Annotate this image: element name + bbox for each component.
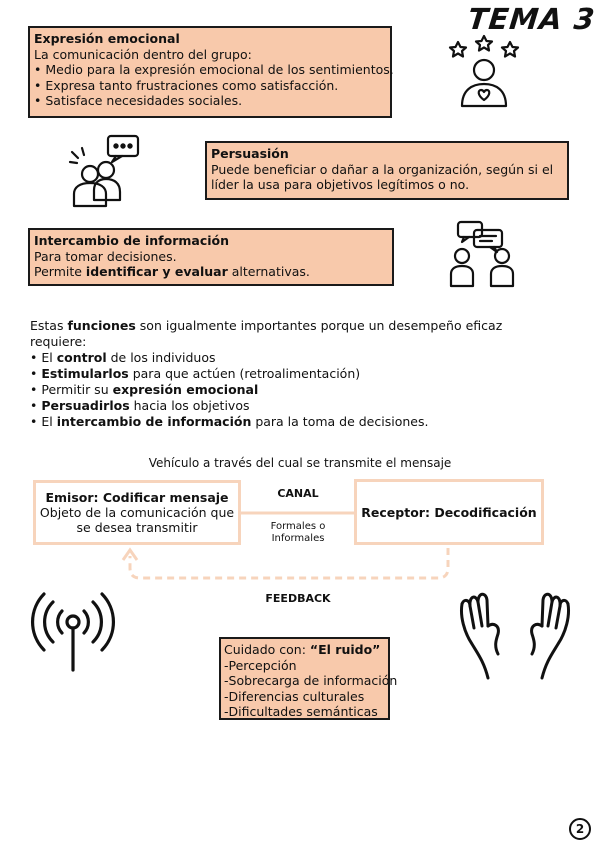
feedback-arrowhead [123, 550, 137, 560]
paragraph-line [30, 318, 550, 334]
card-line: • Expresa tanto frustraciones como satisfacción. [34, 77, 339, 93]
card-emotional-expression [28, 26, 392, 118]
text-run: • [30, 366, 42, 381]
bullet-item [30, 350, 550, 366]
card-line: Puede beneficiar o dañar a la organización, según si el [211, 161, 554, 177]
text-run: son igualmente importantes porque un desempeño eficaz [135, 318, 503, 333]
text-run: Permite [34, 264, 86, 279]
card-line: • Satisface necesidades sociales. [34, 93, 243, 108]
card-line: La comunicación dentro del grupo: [34, 46, 252, 62]
paragraph-line: requiere: [30, 334, 87, 349]
noise-title [224, 642, 385, 658]
diagram-title: Vehículo a través del cual se transmite el mensaje [148, 456, 452, 470]
text-bold: funciones [67, 318, 136, 333]
card-line [34, 264, 388, 280]
feedback-loop [130, 548, 448, 578]
card-title: Intercambio de información [34, 233, 230, 248]
emitter-line: se desea transmitir [76, 520, 198, 535]
channel-sub-line: Informales [271, 533, 325, 544]
noise-item: -Sobrecarga de información [224, 673, 398, 688]
emitter-node [33, 480, 241, 545]
card-noise [219, 637, 398, 720]
page-number: 2 [569, 818, 591, 840]
noise-item: -Diferencias culturales [224, 688, 365, 704]
receiver-node [354, 479, 544, 545]
noise-item: -Dificultades semánticas [224, 704, 378, 719]
noise-item: -Percepción [224, 657, 297, 673]
channel-sub-label [248, 521, 348, 545]
text-bold: Estimularlos [41, 366, 129, 381]
card-line: Para tomar decisiones. [34, 248, 177, 264]
text-run: alternativas. [227, 264, 310, 279]
channel-sub-line: Formales o [270, 521, 326, 532]
person-stars-icon [446, 34, 522, 110]
text-bold: “El ruido” [309, 642, 381, 657]
bullet-item [30, 366, 550, 382]
text-bold: control [56, 350, 107, 365]
emitter-title: Emisor: Codificar mensaje [45, 490, 229, 505]
card-title: Persuasión [211, 146, 289, 161]
text-bold: intercambio de información [56, 414, 252, 429]
conversation-icon [448, 220, 518, 290]
card-line: líder la usa para objetivos legítimos o no. [211, 177, 470, 192]
antenna-signal-icon [28, 590, 118, 672]
text-run: para la toma de decisiones. [251, 414, 429, 429]
card-title: Expresión emocional [34, 31, 180, 46]
card-information-exchange [28, 228, 394, 286]
text-run: hacia los objetivos [129, 398, 250, 413]
functions-paragraph [30, 318, 550, 430]
persuasion-people-icon [64, 134, 144, 210]
text-run: • [30, 398, 42, 413]
bullet-item [30, 382, 550, 398]
text-run: de los individuos [106, 350, 216, 365]
card-persuasion [205, 141, 569, 200]
bullet-item [30, 398, 550, 414]
text-run: Estas [30, 318, 68, 333]
text-bold: Persuadirlos [41, 398, 130, 413]
open-hands-icon [454, 582, 576, 682]
text-run: • El [30, 350, 57, 365]
text-bold: expresión emocional [112, 382, 259, 397]
receiver-title: Receptor: Decodificación [361, 504, 537, 520]
card-line: • Medio para la expresión emocional de los sentimientos. [34, 62, 394, 77]
text-run: para que actúen (retroalimentación) [128, 366, 361, 381]
text-run: • El [30, 414, 57, 429]
text-bold: identificar y evaluar [85, 264, 228, 279]
feedback-label: FEEDBACK [265, 592, 331, 605]
channel-label: CANAL [277, 487, 319, 500]
page-title: TEMA 3 [466, 2, 597, 36]
text-run: Cuidado con: [224, 642, 310, 657]
text-run: • Permitir su [30, 382, 113, 397]
bullet-item [30, 414, 550, 430]
emitter-line: Objeto de la comunicación que [39, 505, 235, 520]
